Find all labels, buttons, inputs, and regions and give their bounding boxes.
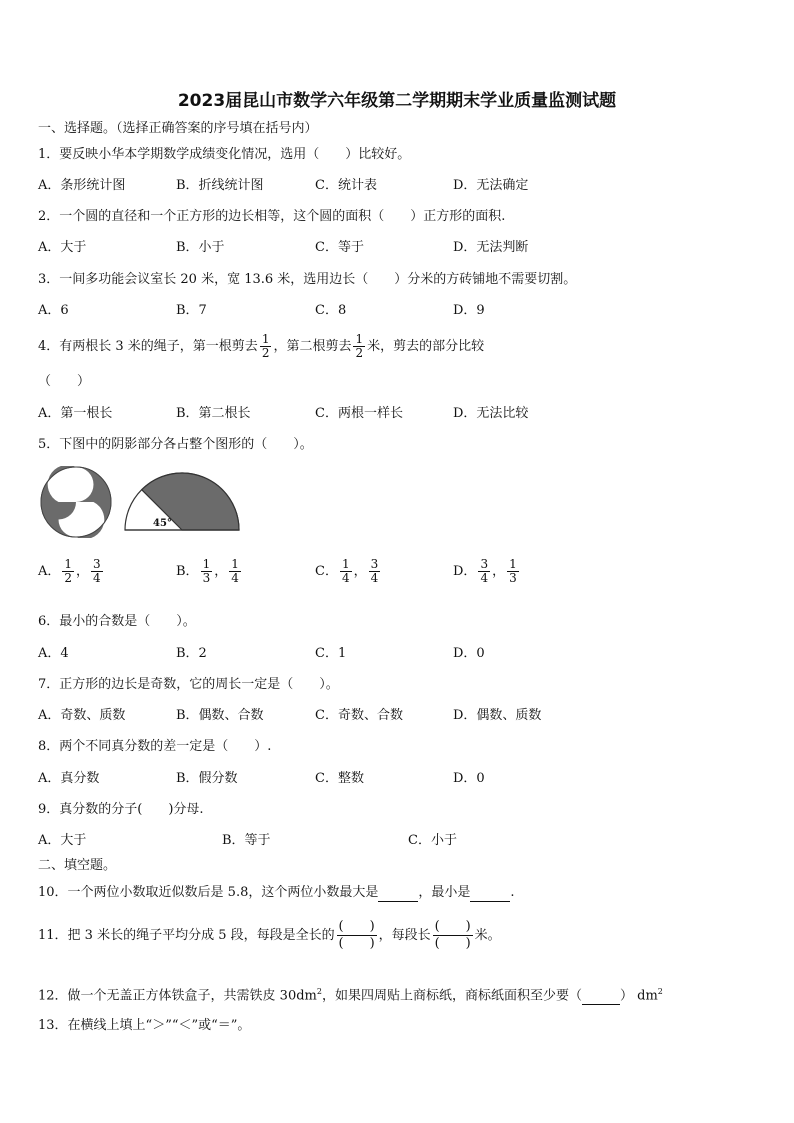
- numerator: 1: [231, 557, 239, 571]
- numerator: 3: [480, 557, 489, 571]
- q4-stem-part1: 4．有两根长 3 米的绳子，第一根剪去: [38, 339, 258, 354]
- q5-d-fraction-1: [478, 558, 490, 585]
- q5-c-fraction-1: [340, 558, 352, 585]
- q4-option-a[interactable]: A．第一根长: [38, 406, 113, 421]
- q4-fraction-1-denominator: 2: [261, 346, 270, 360]
- numerator: 1: [64, 557, 73, 571]
- q10-stem-part1: 10．一个两位小数取近似数后是 5.8，这个两位小数最大是: [38, 885, 379, 900]
- question-3-stem: 3．一间多功能会议室长 20 米，宽 13.6 米，选用边长（ ）分米的方砖铺地不需要切割。: [38, 272, 577, 287]
- q4-option-d[interactable]: D．无法比较: [453, 406, 529, 421]
- q4-answer-paren: （ ）: [38, 374, 91, 389]
- q5-option-d-label: D．: [453, 564, 477, 579]
- q10-blank-min[interactable]: [470, 885, 510, 902]
- q7-option-d[interactable]: D．偶数、质数: [453, 708, 542, 723]
- question-1-stem: 1．要反映小华本学期数学成绩变化情况，选用（ ）比较好。: [38, 147, 411, 162]
- question-2-stem: 2．一个圆的直径和一个正方形的边长相等，这个圆的面积（ ）正方形的面积.: [38, 209, 506, 224]
- q5-option-c[interactable]: [315, 558, 382, 585]
- denominator: 4: [93, 571, 101, 585]
- q12-superscript-1: 2: [316, 987, 322, 996]
- q11-blank-fraction-1[interactable]: [337, 919, 377, 952]
- q12-blank-area[interactable]: [582, 988, 620, 1005]
- q11-blank-fraction-2[interactable]: [433, 919, 473, 952]
- section-fill-heading: 二、填空题。: [38, 858, 117, 873]
- q4-option-c[interactable]: C．两根一样长: [315, 406, 403, 421]
- numerator-blank: ( ): [338, 919, 375, 934]
- q1-option-c[interactable]: C．统计表: [315, 178, 377, 193]
- q2-option-c[interactable]: C．等于: [315, 240, 364, 255]
- q1-option-d[interactable]: D．无法确定: [453, 178, 529, 193]
- q10-stem-part3: .: [510, 885, 515, 900]
- q4-fraction-2-numerator: 1: [355, 332, 364, 346]
- q5-a-fraction-1: [62, 558, 74, 585]
- numerator: 1: [202, 557, 211, 571]
- denominator: 3: [509, 571, 517, 585]
- q6-option-a[interactable]: A．4: [38, 646, 69, 661]
- q3-option-a[interactable]: A．6: [38, 303, 69, 318]
- q5-c-fraction-2: [369, 558, 381, 585]
- q4-option-b[interactable]: B．第二根长: [176, 406, 251, 421]
- q8-option-d[interactable]: D．0: [453, 771, 485, 786]
- yin-yang-circle-figure: [38, 466, 118, 538]
- q7-option-a[interactable]: A．奇数、质数: [38, 708, 126, 723]
- q10-blank-max[interactable]: [378, 885, 418, 902]
- separator: ，: [492, 564, 506, 579]
- q9-option-b[interactable]: B．等于: [222, 833, 271, 848]
- q12-stem-part2: ，如果四周贴上商标纸，商标纸面积至少要（: [321, 988, 582, 1004]
- q6-option-c[interactable]: C．1: [315, 646, 347, 661]
- separator: ，: [76, 564, 90, 579]
- q11-stem-part3: 米。: [474, 928, 501, 943]
- question-8-stem: 8．两个不同真分数的差一定是（ ）.: [38, 739, 272, 754]
- question-11-stem: [38, 916, 501, 956]
- q9-option-a[interactable]: A．大于: [38, 833, 87, 848]
- q9-option-c[interactable]: C．小于: [408, 833, 457, 848]
- denominator: 3: [202, 571, 211, 585]
- q8-option-b[interactable]: B．假分数: [176, 771, 238, 786]
- denominator: 4: [341, 571, 350, 585]
- q5-option-d[interactable]: [453, 558, 521, 585]
- separator: ，: [214, 564, 228, 579]
- q5-a-fraction-2: [91, 558, 103, 585]
- question-4-stem: [38, 332, 484, 362]
- separator: ，: [353, 564, 367, 579]
- q5-option-a[interactable]: [38, 558, 105, 585]
- denominator: 4: [370, 571, 379, 585]
- q2-option-a[interactable]: A．大于: [38, 240, 87, 255]
- q5-b-fraction-2: [229, 558, 241, 585]
- numerator: 3: [93, 557, 101, 571]
- numerator-blank: ( ): [434, 919, 471, 934]
- q3-option-c[interactable]: C．8: [315, 303, 347, 318]
- semicircle-sector-figure: [122, 470, 244, 532]
- page-title: 2023届昆山市数学六年级第二学期期末学业质量监测试题: [177, 91, 617, 111]
- q4-fraction-2-denominator: 2: [355, 346, 364, 360]
- question-12-stem: [38, 984, 663, 1005]
- denominator-blank: ( ): [434, 936, 471, 951]
- question-7-stem: 7．正方形的边长是奇数，它的周长一定是（ ）。: [38, 677, 339, 692]
- q4-fraction-2: [353, 333, 365, 360]
- angle-label: 45°: [153, 518, 172, 529]
- numerator: 1: [509, 557, 517, 571]
- q12-stem-part1: 12．做一个无盖正方体铁盒子，共需铁皮 30dm: [38, 988, 317, 1004]
- q7-option-b[interactable]: B．偶数、合数: [176, 708, 264, 723]
- q5-option-a-label: A．: [38, 564, 61, 579]
- question-6-stem: 6．最小的合数是（ ）。: [38, 614, 196, 629]
- q1-option-b[interactable]: B．折线统计图: [176, 178, 264, 193]
- q5-option-c-label: C．: [315, 564, 338, 579]
- q6-option-d[interactable]: D．0: [453, 646, 485, 661]
- q5-b-fraction-1: [201, 558, 213, 585]
- section-choice-heading: 一、选择题。（选择正确答案的序号填在括号内）: [38, 121, 318, 136]
- q2-option-b[interactable]: B．小于: [176, 240, 225, 255]
- q5-option-b-label: B．: [176, 564, 199, 579]
- q3-option-d[interactable]: D．9: [453, 303, 485, 318]
- q5-option-b[interactable]: [176, 558, 243, 585]
- numerator: 1: [341, 557, 350, 571]
- q8-option-a[interactable]: A．真分数: [38, 771, 100, 786]
- q10-stem-part2: ，最小是: [418, 885, 471, 900]
- q2-option-d[interactable]: D．无法判断: [453, 240, 529, 255]
- q11-stem-part1: 11．把 3 米长的绳子平均分成 5 段，每段是全长的: [38, 928, 335, 943]
- q12-stem-part3: ） dm: [619, 988, 658, 1004]
- q12-superscript-2: 2: [657, 987, 663, 996]
- q7-option-c[interactable]: C．奇数、合数: [315, 708, 403, 723]
- q1-option-a[interactable]: A．条形统计图: [38, 178, 126, 193]
- q6-option-b[interactable]: B．2: [176, 646, 207, 661]
- numerator: 3: [370, 557, 379, 571]
- q4-fraction-1-numerator: 1: [261, 332, 270, 346]
- q4-fraction-1: [260, 333, 272, 360]
- question-5-stem: 5．下图中的阴影部分各占整个图形的（ ）。: [38, 437, 313, 452]
- denominator: 4: [480, 571, 489, 585]
- denominator: 2: [64, 571, 73, 585]
- q11-stem-part2: ，每段长: [378, 928, 431, 943]
- denominator-blank: ( ): [338, 936, 375, 951]
- q4-stem-part3: 米，剪去的部分比较: [367, 339, 485, 354]
- q8-option-c[interactable]: C．整数: [315, 771, 364, 786]
- question-9-stem: 9．真分数的分子( )分母.: [38, 802, 204, 817]
- question-13-stem: 13．在横线上填上“＞”“＜”或“＝”。: [38, 1018, 251, 1033]
- question-10-stem: [38, 885, 515, 902]
- q4-stem-part2: ，第二根剪去: [273, 339, 352, 354]
- q5-d-fraction-2: [507, 558, 519, 585]
- q3-option-b[interactable]: B．7: [176, 303, 207, 318]
- denominator: 4: [231, 571, 239, 585]
